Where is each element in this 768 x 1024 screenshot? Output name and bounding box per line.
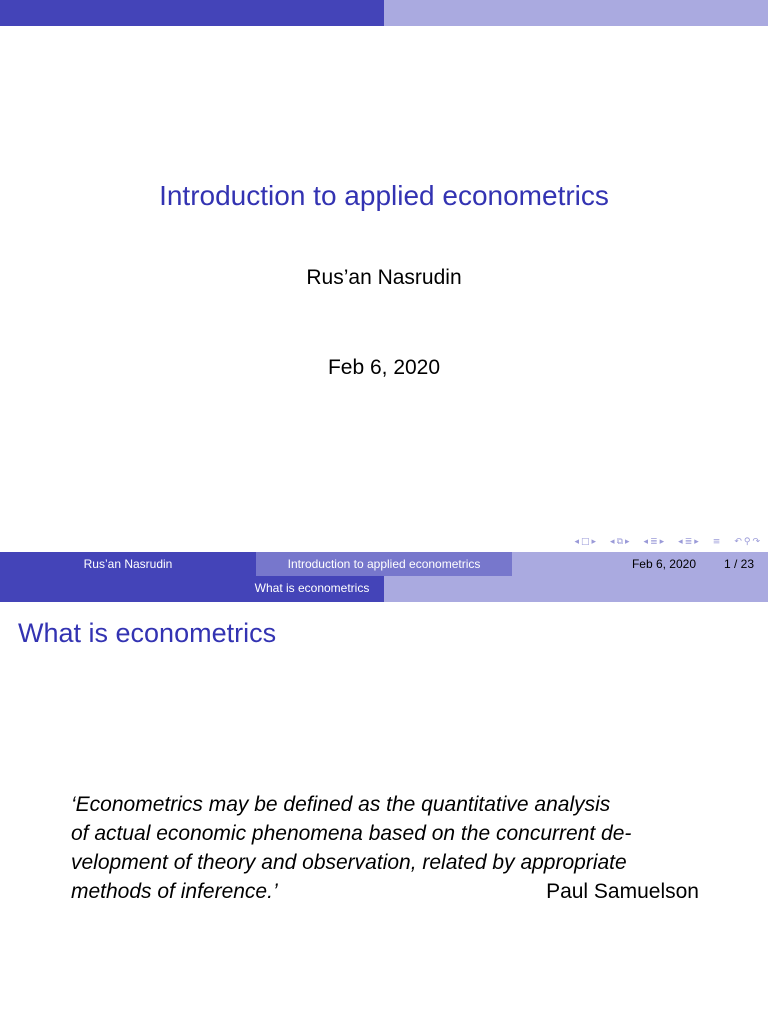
presentation-author: Rus’an Nasrudin (306, 266, 462, 289)
presentation-title: Introduction to applied econometrics (159, 180, 609, 211)
nav-subsection-icon[interactable]: ⧉ (616, 537, 624, 547)
content-slide (0, 576, 768, 1024)
nav-redo-icon[interactable]: ↷ (752, 537, 760, 547)
footer-page-number: 1 / 23 (723, 557, 754, 571)
nav-prev-icon[interactable]: ◂ (574, 537, 579, 547)
nav-next-sub-icon[interactable]: ▸ (625, 537, 630, 547)
nav-next-icon[interactable]: ▸ (591, 537, 597, 547)
quote-block (71, 790, 699, 906)
frame-title: What is econometrics (18, 618, 277, 648)
quote-line: ‘Econometrics may be defined as the quantitative analysis (71, 793, 611, 816)
quote-attribution: Paul Samuelson (546, 880, 699, 903)
nav-next-sec-icon[interactable]: ▸ (659, 537, 665, 547)
beamer-navigation (574, 534, 760, 550)
nav-prev-sec-icon[interactable]: ◂ (643, 537, 649, 547)
header-bar-right (384, 0, 768, 26)
section-nav-item[interactable]: What is econometrics (254, 581, 370, 595)
nav-frame-icon[interactable]: □ (581, 537, 590, 547)
quote-last-line (71, 877, 699, 906)
quote-line: methods of inference.’ (71, 880, 278, 903)
nav-toc-icon[interactable]: ≡ (712, 537, 721, 547)
header-bar-left (0, 0, 384, 26)
presentation-date: Feb 6, 2020 (327, 356, 441, 379)
nav-search-icon[interactable]: ⚲ (743, 537, 751, 547)
footer-author: Rus’an Nasrudin (0, 552, 256, 576)
quote-line: of actual economic phenomena based on the concurrent de- (71, 822, 632, 845)
quote-line: velopment of theory and observation, related by appropriate (71, 851, 627, 874)
footer-title: Introduction to applied econometrics (256, 552, 512, 576)
nav-document-icon[interactable]: ≣ (684, 537, 693, 547)
nav-undo-icon[interactable]: ↶ (734, 537, 742, 547)
nav-next-doc-icon[interactable]: ▸ (694, 537, 699, 547)
nav-section-icon[interactable]: ≣ (650, 537, 658, 547)
footer-bar (0, 552, 768, 576)
nav-prev-sub-icon[interactable]: ◂ (610, 537, 615, 547)
header-bar-right (384, 576, 768, 602)
footer-right (512, 552, 768, 576)
footer-date: Feb 6, 2020 (631, 557, 696, 571)
nav-prev-doc-icon[interactable]: ◂ (678, 537, 683, 547)
